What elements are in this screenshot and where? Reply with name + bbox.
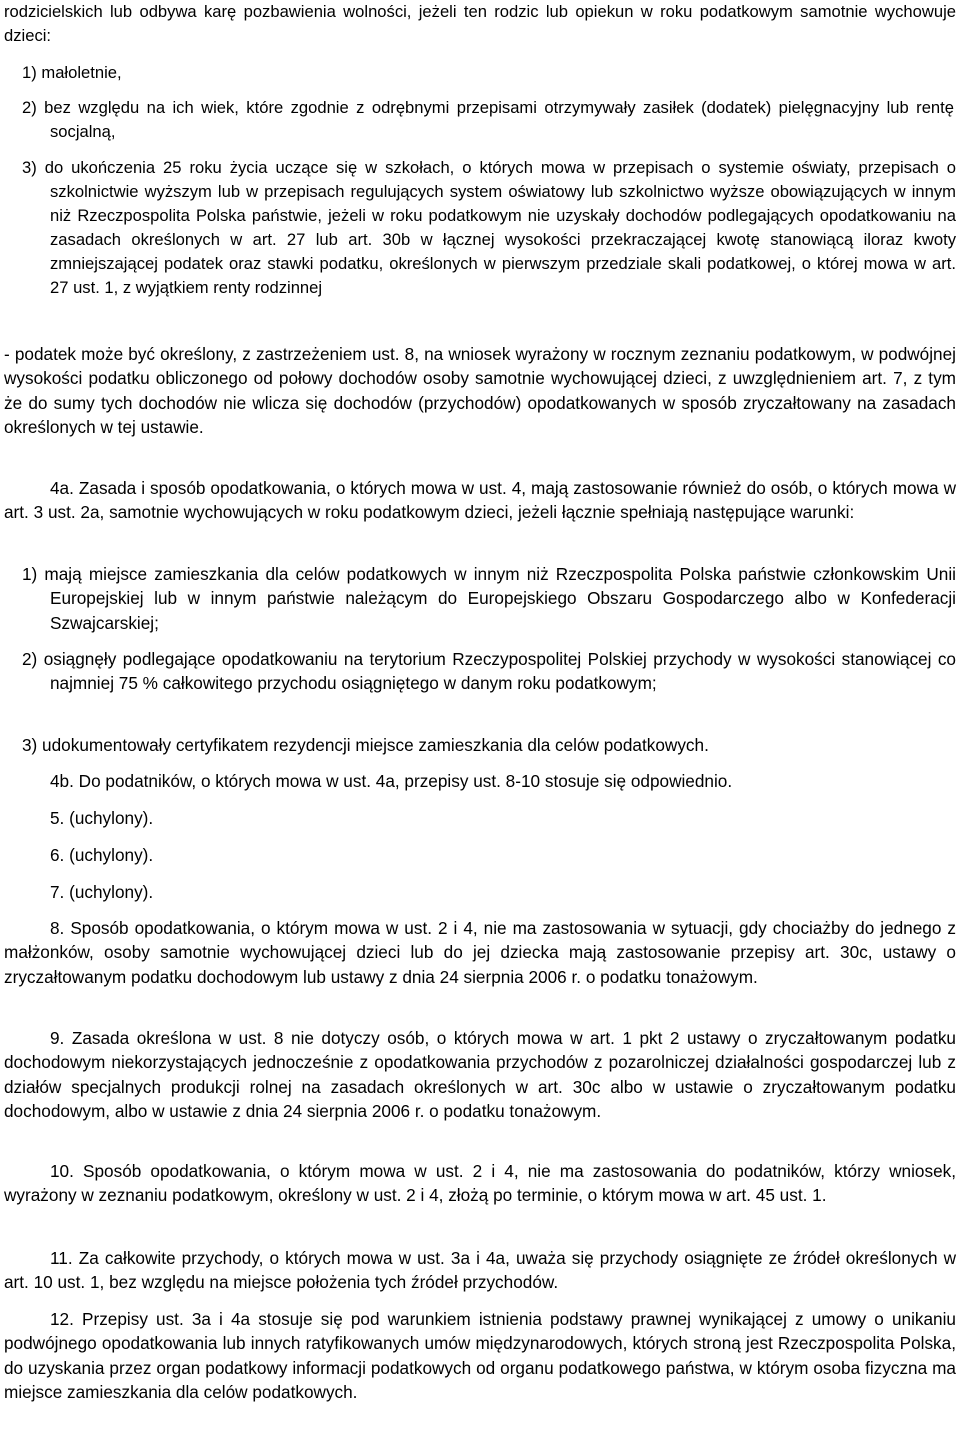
paragraph-4a: 4a. Zasada i sposób opodatkowania, o których mowa w ust. 4, mają zastosowanie również do osób, o których mowa w art. 3 ust. 2a, samotnie wychowujących w roku podatkowym dzieci, jeżeli łącznie spełniają następujące warunki: [4, 478, 956, 523]
list-item-1: 1) małoletnie, [22, 63, 122, 82]
list-item-3: 3) do ukończenia 25 roku życia uczące się w szkołach, o których mowa w przepisach o systemie oświaty, przepisach o szkolnictwie wyższym lub w przepisach regulujących system oświatowy lub szkolnictwo wyższe obowiązujących w innym niż Rzeczpospolita Polska państwie, jeżeli w roku podatkowym nie uzyskały dochodów podlegających opodatkowaniu na zasadach określonych w art. 27 lub art. 30b w łącznej wysokości przekraczającej kwotę stanowiącą iloraz kwoty zmniejszającej podatek oraz stawki podatku, określonych w pierwszym przedziale skali podatkowej, o której mowa w art. 27 ust. 1, z wyjątkiem renty rodzinnej [22, 158, 956, 297]
paragraph-5: 5. (uchylony). [50, 808, 154, 828]
paragraph-8: 8. Sposób opodatkowania, o którym mowa w ust. 2 i 4, nie ma zastosowania w sytuacji, gdy chociażby do jednego z małżonków, osoby samotnie wychowującej dzieci lub do jej dziecka mają zastosowanie przepisy art. 30c, ustawy o zryczałtowanym podatku dochodowym lub ustawy z dnia 24 sierpnia 2006 r. o podatku tonażowym. [4, 918, 956, 987]
paragraph-4b: 4b. Do podatników, o których mowa w ust. 4a, przepisy ust. 8-10 stosuje się odpowiednio. [50, 771, 733, 791]
paragraph-continuation: rodzicielskich lub odbywa karę pozbawienia wolności, jeżeli ten rodzic lub opiekun w roku podatkowym samotnie wychowuje dzieci: [4, 2, 956, 45]
paragraph-9: 9. Zasada określona w ust. 8 nie dotyczy osób, o których mowa w art. 1 pkt 2 ustawy o zryczałtowanym podatku dochodowym niekorzystających jednocześnie z opodatkowania przychodów z pozarolniczej działalności gospodarczej lub z działów specjalnych produkcji rolnej na zasadach określonych w art. 30c albo w ustawie o zryczałtowanym podatku dochodowym, albo w ustawie z dnia 24 sierpnia 2006 r. o podatku tonażowym. [4, 1028, 956, 1121]
paragraph-6: 6. (uchylony). [50, 845, 154, 865]
paragraph-tax-rule: - podatek może być określony, z zastrzeżeniem ust. 8, na wniosek wyrażony w rocznym zeznaniu podatkowym, w podwójnej wysokości podatku obliczonego od połowy dochodów osoby samotnie wychowującej dzieci, z uwzględnieniem art. 7, z tym że do sumy tych dochodów nie wlicza się dochodów (przychodów) opodatkowanych w sposób zryczałtowany na zasadach określonych w tej ustawie. [4, 344, 956, 437]
condition-item-3: 3) udokumentowały certyfikatem rezydencji miejsce zamieszkania dla celów podatkowych. [22, 735, 709, 755]
paragraph-12: 12. Przepisy ust. 3a i 4a stosuje się pod warunkiem istnienia podstawy prawnej wynikającej z umowy o unikaniu podwójnego opodatkowania lub innych ratyfikowanych umów międzynarodowych, których stroną jest Rzeczpospolita Polska, do uzyskania przez organ podatkowy informacji podatkowych od organu podatkowego państwa, w którym osoba fizyczna ma miejsce zamieszkania dla celów podatkowych. [4, 1309, 956, 1402]
condition-item-1: 1) mają miejsce zamieszkania dla celów podatkowych w innym niż Rzeczpospolita Polska państwie członkowskim Unii Europejskiej lub w innym państwie należącym do Europejskiego Obszaru Gospodarczego albo w Konfederacji Szwajcarskiej; [22, 564, 956, 633]
paragraph-10: 10. Sposób opodatkowania, o którym mowa w ust. 2 i 4, nie ma zastosowania do podatników, którzy wniosek, wyrażony w zeznaniu podatkowym, określony w ust. 2 i 4, złożą po terminie, o którym mowa w art. 45 ust. 1. [4, 1161, 956, 1206]
list-item-2: 2) bez względu na ich wiek, które zgodnie z odrębnymi przepisami otrzymywały zasiłek (dodatek) pielęgnacyjny lub rentę socjalną, [22, 98, 954, 141]
condition-item-2: 2) osiągnęły podlegające opodatkowaniu na terytorium Rzeczypospolitej Polskiej przychody w wysokości stanowiącej co najmniej 75 % całkowitego przychodu osiągniętego w danym roku podatkowym; [22, 649, 956, 694]
paragraph-7: 7. (uchylony). [50, 882, 154, 902]
paragraph-11: 11. Za całkowite przychody, o których mowa w ust. 3a i 4a, uważa się przychody osiągnięte ze źródeł określonych w art. 10 ust. 1, bez względu na miejsce położenia tych źródeł przychodów. [4, 1248, 956, 1293]
